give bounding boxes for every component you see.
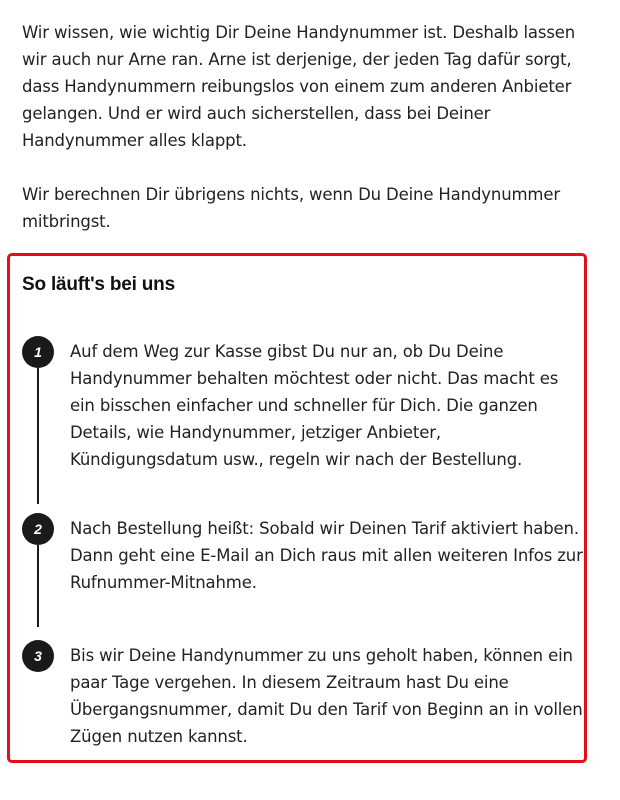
intro-paragraph-fee: Wir berechnen Dir übrigens nichts, wenn Du Deine Handynummer mitbringst. bbox=[22, 185, 560, 231]
intro-section bbox=[22, 19, 592, 235]
intro-paragraph: Wir wissen, wie wichtig Dir Deine Handynummer ist. Deshalb lassen wir auch nur Arne ran. Arne ist derjenige, der jeden Tag dafür sorgt, dass Handynummern reibungslos von einem zum anderen Anbieter gelangen. Und er wird auch sicherstellen, dass bei Deiner Handynummer alles klappt. bbox=[22, 23, 576, 150]
steps-title: So läuft's bei uns bbox=[22, 274, 175, 295]
step-number-badge: 1 bbox=[22, 336, 54, 368]
step-number-badge: 3 bbox=[22, 640, 54, 672]
step-text: Bis wir Deine Handynummer zu uns geholt haben, können ein paar Tage vergehen. In diesem Zeitraum hast Du eine Übergangsnummer, damit Du den Tarif von Beginn an in vollen Zügen nutzen kannst. bbox=[70, 646, 583, 746]
step-text: Nach Bestellung heißt: Sobald wir Deinen Tarif aktiviert haben. Dann geht eine E-Mail an Dich raus mit allen weiteren Infos zur Rufnummer-Mitnahme. bbox=[70, 519, 583, 592]
steps-box bbox=[7, 253, 587, 763]
step-number-badge: 2 bbox=[22, 513, 54, 545]
step-connector-line bbox=[37, 368, 39, 504]
step-connector-line bbox=[37, 545, 39, 627]
step-text: Auf dem Weg zur Kasse gibst Du nur an, ob Du Deine Handynummer behalten möchtest oder nicht. Das macht es ein bisschen einfacher und schneller für Dich. Die ganzen Details, wie Handynummer, jetziger Anbieter, Kündigungsdatum usw., regeln wir nach der Bestellung. bbox=[70, 342, 559, 469]
